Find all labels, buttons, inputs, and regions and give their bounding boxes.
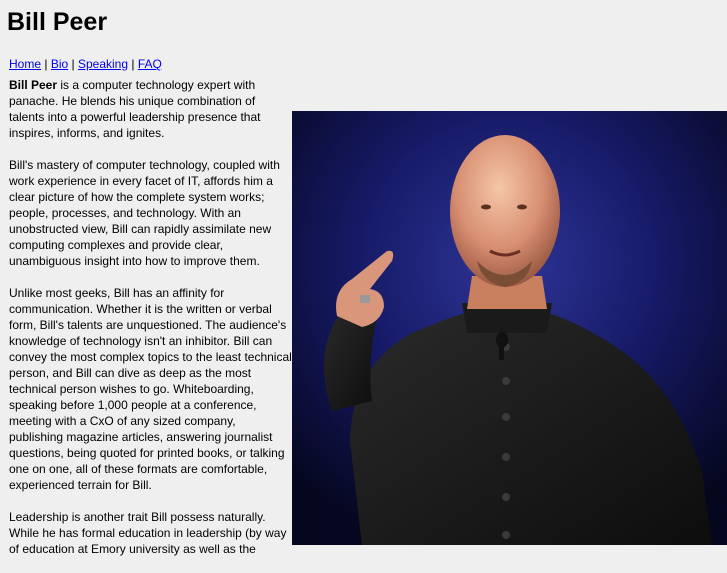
nav-link-speaking[interactable]: Speaking [77,57,129,71]
page-title: Bill Peer [7,8,108,36]
nav-separator: | [131,57,135,71]
nav-separator: | [71,57,75,71]
nav-separator: | [44,57,48,71]
speaker-photo [292,111,727,545]
nav-link-faq[interactable]: FAQ [137,57,162,71]
intro-paragraph [9,77,292,141]
leadership-paragraph: Leadership is another trait Bill possess naturally. While he has formal education in leadership (by way of education at Emory university as well as the [9,510,287,556]
speaker-photo-illustration [292,111,727,545]
communication-paragraph: Unlike most geeks, Bill has an affinity for communication. Whether it is the written or verbal form, Bill's talents are unquestioned. The audience's knowledge of technology isn't an inhibitor. Bill can convey the most complex topics to the least technical person, and Bill can dive as deep as the most technical person wishes to go. Whiteboarding, speaking before 1,000 people at a conference, meeting with a CxO of any sized company, publishing magazine articles, answering journalist questions, being quoted for printed books, or talking one on one, all of these formats are comfortable, experienced terrain for Bill. [9,286,292,492]
tech-paragraph: Bill's mastery of computer technology, coupled with work experience in every facet of IT, affords him a clear picture of how the complete system works; people, processes, and technology. With an unobstructed view, Bill can rapidly assimilate new computing complexes and provide clear, unambiguous insight into how to improve them. [9,158,280,268]
intro-text: is a computer technology expert with panache. He blends his unique combination of talents into a powerful leadership presence that inspires, informs, and ignites. [9,78,261,140]
intro-name: Bill Peer [9,78,58,92]
nav-link-home[interactable]: Home [9,57,42,71]
nav-link-bio[interactable]: Bio [50,57,69,71]
main-nav [9,56,162,72]
bio-content [9,77,292,573]
